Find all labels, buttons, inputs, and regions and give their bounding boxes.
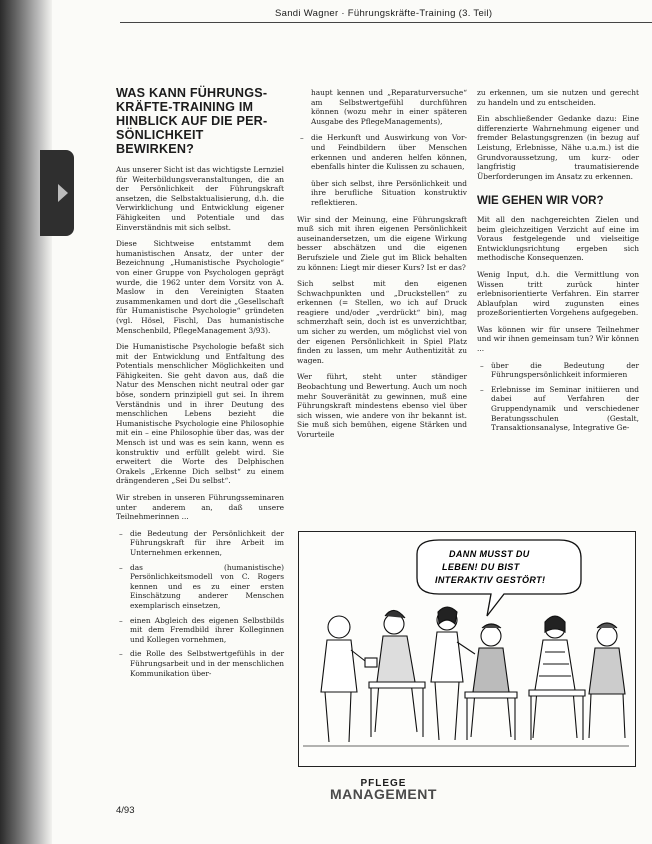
heading-line: SÖNLICHKEIT BEWIRKEN? — [116, 128, 204, 156]
page-gutter-shadow — [0, 0, 52, 844]
figure-seated-woman — [369, 610, 425, 737]
magazine-logo — [330, 778, 437, 802]
paragraph: Die Humanistische Psychologie befaßt sich mit der Entwicklung und Entfaltung des Potentials menschlicher Möglichkeiten und Fähigkeiten. Sie geht davon aus, daß die Natur des Menschen nicht neutral oder gar böse, sondern prinzipiell gut sei. In ihrem Verständnis und in ihrer Deutung des menschlichen Lebens bezieht die Humanistische Psychologie eine Philosophie mit ein – eine Philosophie über das, was der Mensch ist und was es sein kann, wenn es konstruktiv und erfüllt gelebt wird. Sie erweitert die Worte des Delphischen Orakels „Erkenne Dich selbst“ zu einem drängenderen „Sei Du selbst“. — [116, 342, 284, 486]
paragraph: zu erkennen, um sie nutzen und gerecht zu handeln und zu entscheiden. — [477, 88, 639, 107]
paragraph: Wenig Input, d.h. die Vermittlung von Wissen tritt zurück hinter erlebnisorientierte Verfahren. Ein starrer Ablaufplan wird zugunsten eines prozeßorientierten Vorgehens aufgegeben. — [477, 269, 639, 318]
heading-line: KRÄFTE-TRAINING IM — [116, 100, 254, 114]
method-list — [477, 361, 639, 433]
heading-line: HINBLICK AUF DIE PER- — [116, 114, 268, 128]
list-item: – Erlebnisse im Seminar initiieren und dabei auf Verfahren der Gruppendynamik und verschiedener Beratungsschulen (Gestalt, Transaktionsanalyse, Integrative Ge- — [491, 385, 639, 433]
goal-list — [116, 529, 284, 678]
column-2 — [297, 88, 467, 447]
paragraph: Ein abschließender Gedanke dazu: Eine differenzierte Wahrnehmung eigener und fremder Belastungsgrenzen (in bezug auf Leistung, Erlebnisse, Nähe u.a.m.) ist die Grundvoraussetzung, um kurz- oder langfristig traumatisierende Überforderungen im Ansatz zu erkennen. — [477, 114, 639, 181]
page-number: 4/93 — [116, 805, 135, 816]
paragraph: Sich selbst mit den eigenen Schwachpunkten und „Druckstellen“ zu erkennen (= Stellen, wo ich auf Druck reagiere und/oder „verdrückt“ bin), mag schmerzhaft sein, doch ist es unverzichtbar, um sicher zu werden, um möglichst viel von der eigenen Persönlichkeit in Spiel Platz finden zu lassen, um mehr Authentizität zu wagen. — [297, 279, 467, 365]
list-item: – die Bedeutung der Persönlichkeit der Führungskraft für ihre Arbeit im Unternehmen erkennen, — [130, 529, 284, 558]
cartoon-illustration — [298, 531, 636, 767]
paragraph: Aus unserer Sicht ist das wichtigste Lernziel für Weiterbildungsveranstaltungen, die an der Persönlichkeit der Führungskraft ansetzen, die Selbstaktualisierung, d.h. die Verwirklichung und Entwicklung eigener Fähigkeiten und Potentiale und das Einverständnis mit sich selbst. — [116, 165, 284, 232]
column-3 — [477, 88, 639, 440]
list-item: – über die Bedeutung der Führungspersönlichkeit informieren — [491, 361, 639, 380]
cartoon-drawing — [299, 532, 634, 765]
paragraph: Wer führt, steht unter ständiger Beobachtung und Bewertung. Auch um noch mehr Souveränität zu gewinnen, muß eine Führungskraft mindestens ebenso viel über sich wissen, wie andere von ihr bekannt ist. Sie muß sich bemühen, eigene Stärken und Vorurteile — [297, 372, 467, 439]
paragraph: über sich selbst, ihre Persönlichkeit und ihre berufliche Situation konstruktiv reflektieren. — [311, 178, 467, 207]
paragraph: Wir sind der Meinung, eine Führungskraft muß sich mit ihren eigenen Persönlichkeit auseinandersetzen, um die eigene Wirkung besser abschätzen und die eigenen Berufsziele und Ziele gut im Blick behalten zu können: Liegt mir dieser Kurs? Ist er das? — [297, 214, 467, 272]
figure-right-woman — [529, 616, 585, 740]
figure-standing-woman — [431, 607, 475, 740]
list-item: – die Herkunft und Auswirkung von Vor- und Feindbildern über Menschen erkennen und anderen helfen können, ebenfalls hinter die Kulissen zu schauen, — [311, 133, 467, 171]
list-item: – einen Abgleich des eigenen Selbstbilds mit dem Fremdbild ihrer Kolleginnen und Kollegen vornehmen, — [130, 616, 284, 645]
logo-line-1: PFLEGE — [360, 778, 407, 789]
paragraph: Was können wir für unsere Teilnehmer und wir ihnen gemeinsam tun? Wir können ... — [477, 324, 639, 354]
running-head: Sandi Wagner · Führungskräfte-Training (3. Teil) — [275, 8, 493, 19]
logo-line-2: MANAGEMENT — [330, 786, 437, 802]
figure-seated-man — [465, 624, 517, 740]
figure-far-right — [589, 623, 625, 738]
goal-list-continued — [297, 133, 467, 171]
heading-line: WAS KANN FÜHRUNGS- — [116, 86, 268, 100]
list-item: – das (humanistische) Persönlichkeitsmodell von C. Rogers kennen und es zu einer ersten Einschätzung anderer Menschen exemplarisch einsetzen, — [130, 563, 284, 611]
arrow-right-icon — [58, 184, 68, 202]
column-1 — [116, 86, 284, 685]
paragraph: Wir streben in unseren Führungsseminaren unter anderem an, daß unsere Teilnehmerinnen ... — [116, 493, 284, 522]
section-heading-2: WIE GEHEN WIR VOR? — [477, 195, 604, 208]
paragraph: Diese Sichtweise entstammt dem humanistischen Ansatz, der unter der Bezeichnung „Humanistische Psychologie“ von einer Gruppe von Psychologen geprägt wurde, die 1962 unter dem Vorsitz von A. Maslow in den Vereinigten Staaten zusammenkamen und dort die „Gesellschaft für Humanistische Psychologie“ gründeten (vgl. Hösel, Fischl, Das humanistische Menschenbild, PflegeManagement 3/93). — [116, 239, 284, 335]
section-tab-marker — [40, 150, 74, 236]
figure-left — [321, 616, 377, 742]
speech-line: DANN MUSST DU — [449, 549, 530, 559]
section-heading-1 — [116, 86, 284, 156]
paragraph: Mit all den nachgereichten Zielen und beim gleichzeitigen Verzicht auf eine im Voraus festgelegende und vielseitige Entwicklungsrichtung ergeben sich methodische Konsequenzen. — [477, 214, 639, 263]
speech-line: LEBEN! DU BIST — [442, 562, 520, 572]
header-rule — [120, 22, 652, 23]
speech-line: INTERAKTIV GESTÖRT! — [435, 575, 546, 585]
paragraph: haupt kennen und „Reparaturversuche“ am Selbstwertgefühl durchführen können (wozu mehr in einer späteren Ausgabe des PflegeManagements), — [311, 88, 467, 126]
list-item: – die Rolle des Selbstwertgefühls in der Führungsarbeit und in der menschlichen Kommunikation über- — [130, 649, 284, 678]
